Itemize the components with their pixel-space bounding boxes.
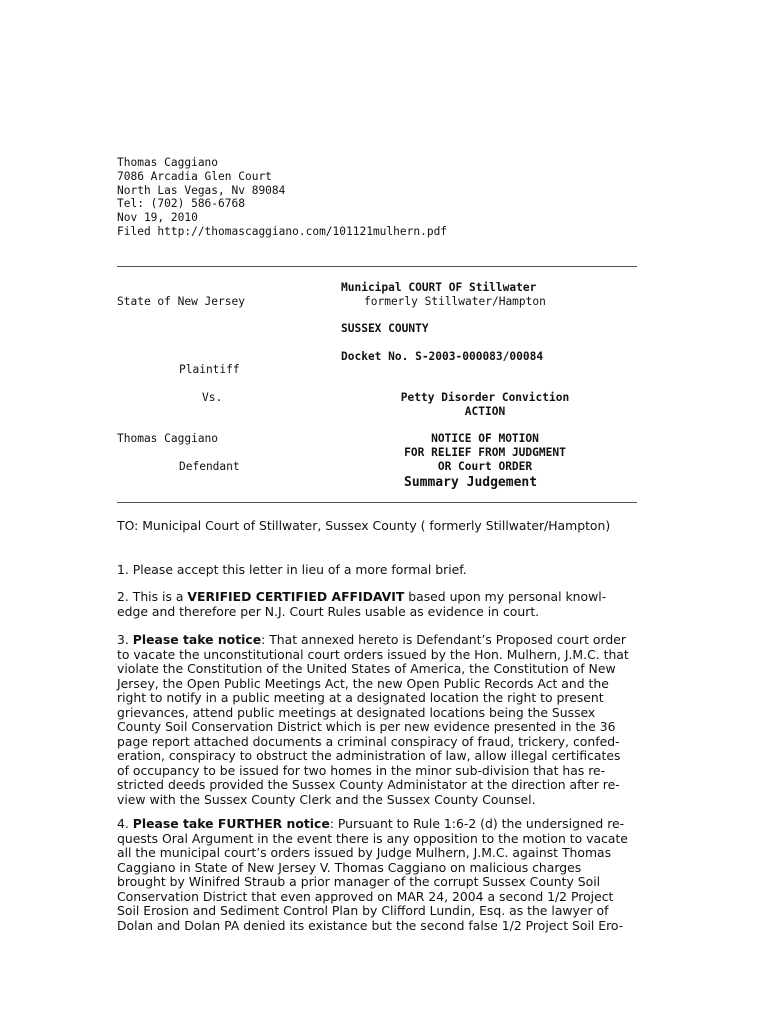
- action-line-2: ACTION: [464, 404, 506, 418]
- paragraph-3-prefix: 3.: [117, 632, 133, 647]
- action-title: [345, 391, 625, 419]
- sender-name: Thomas Caggiano: [117, 156, 219, 169]
- defendant-name: Thomas Caggiano: [117, 432, 219, 445]
- paragraph-3-line: view with the Sussex County Clerk and the Sussex County Counsel.: [117, 791, 536, 807]
- sender-phone: Tel: (702) 586-6768: [117, 197, 245, 211]
- paragraph-2-line-2: edge and therefore per N.J. Court Rules usable as evidence in court.: [117, 603, 540, 619]
- paragraph-3-line: grievances, attend public meetings at designated locations being the Sussex: [117, 704, 596, 720]
- paragraph-2: [117, 590, 657, 619]
- paragraph-1: 1. Please accept this letter in lieu of a more formal brief.: [117, 562, 467, 577]
- paragraph-4-prefix: 4.: [117, 816, 133, 831]
- filed-url: Filed http://thomascaggiano.com/101121mulhern.pdf: [117, 224, 448, 238]
- paragraph-4-line: quests Oral Argument in the event there is any opposition to the motion to vacate: [117, 830, 628, 846]
- paragraph-4-line: all the municipal court’s orders issued by Judge Mulhern, J.M.C. against Thomas: [117, 845, 612, 860]
- please-take-notice-emphasis: Please take notice: [132, 632, 262, 647]
- paragraph-2-rest: based upon my personal knowl-: [404, 589, 607, 604]
- caption-top-rule: [117, 266, 637, 267]
- paragraph-3-line: stricted deeds provided the Sussex County Administator at the direction after re-: [117, 777, 620, 792]
- sender-address-block: [117, 156, 447, 239]
- paragraph-3-line: to vacate the unconstitutional court orders issued by the Hon. Mulhern, J.M.C. that: [117, 646, 629, 662]
- paragraph-4-line: Soil Erosion and Sediment Control Plan by Clifford Lundin, Esq. as the lawyer of: [117, 903, 609, 918]
- paragraph-3-line: right to notify in a public meeting at a designated location the right to present: [117, 690, 604, 705]
- paragraph-2-line-1: [117, 590, 657, 605]
- notice-title: [345, 432, 625, 473]
- court-former-name: formerly Stillwater/Hampton: [364, 295, 546, 308]
- notice-line-3: OR Court ORDER: [437, 459, 533, 473]
- further-notice-emphasis: Please take FURTHER notice: [132, 816, 330, 831]
- paragraph-4-rest: : Pursuant to Rule 1:6-2 (d) the undersigned re-: [329, 816, 625, 831]
- court-name: Municipal COURT OF Stillwater: [341, 281, 537, 294]
- verified-affidavit-emphasis: VERIFIED CERTIFIED AFFIDAVIT: [187, 589, 405, 604]
- action-line-1: Petty Disorder Conviction: [400, 391, 570, 404]
- paragraph-4-line: Dolan and Dolan PA denied its existance but the second false 1/2 Project Soil Ero-: [117, 917, 624, 933]
- paragraph-3-line: Jersey, the Open Public Meetings Act, the new Open Public Records Act and the: [117, 675, 609, 691]
- docket-number: Docket No. S-2003-000083/00084: [341, 350, 544, 363]
- county-name: SUSSEX COUNTY: [341, 322, 429, 335]
- filing-date: Nov 19, 2010: [117, 211, 198, 225]
- paragraph-3-line: page report attached documents a criminal conspiracy of fraud, trickery, confed-: [117, 733, 620, 749]
- state-party: State of New Jersey: [117, 295, 245, 308]
- defendant-label: Defendant: [179, 460, 240, 473]
- paragraph-4-line: Conservation District that even approved on MAR 24, 2004 a second 1/2 Project: [117, 888, 614, 904]
- paragraph-3: [117, 633, 657, 807]
- paragraph-3-line: of occupancy to be issued for two homes in the minor sub-division that has re-: [117, 762, 606, 778]
- versus-label: Vs.: [202, 391, 223, 404]
- sender-city: North Las Vegas, Nv 89084: [117, 183, 286, 197]
- paragraph-3-rest: : That annexed hereto is Defendant’s Proposed court order: [261, 632, 626, 647]
- sender-street: 7086 Arcadia Glen Court: [117, 169, 272, 183]
- notice-line-2: FOR RELIEF FROM JUDGMENT: [404, 445, 566, 459]
- notice-line-1: NOTICE OF MOTION: [431, 432, 539, 445]
- summary-judgement-title: Summary Judgement: [404, 475, 538, 490]
- plaintiff-label: Plaintiff: [179, 363, 240, 376]
- paragraph-4-line: brought by Winifred Straub a prior manager of the corrupt Sussex County Soil: [117, 874, 601, 889]
- addressee-line: TO: Municipal Court of Stillwater, Sussex County ( formerly Stillwater/Hampton): [117, 518, 611, 533]
- paragraph-4-line-1: [117, 817, 657, 832]
- paragraph-3-line: violate the Constitution of the United States of America, the Constitution of New: [117, 661, 616, 676]
- paragraph-4: [117, 817, 657, 933]
- paragraph-3-line-1: [117, 633, 657, 648]
- paragraph-3-line: eration, conspiracy to obstruct the administration of law, allow illegal certificates: [117, 748, 621, 763]
- paragraph-4-line: Caggiano in State of New Jersey V. Thomas Caggiano on malicious charges: [117, 859, 582, 875]
- caption-bottom-rule: [117, 502, 637, 503]
- paragraph-2-prefix: 2. This is a: [117, 589, 188, 604]
- paragraph-3-line: County Soil Conservation District which is per new evidence presented in the 36: [117, 719, 616, 734]
